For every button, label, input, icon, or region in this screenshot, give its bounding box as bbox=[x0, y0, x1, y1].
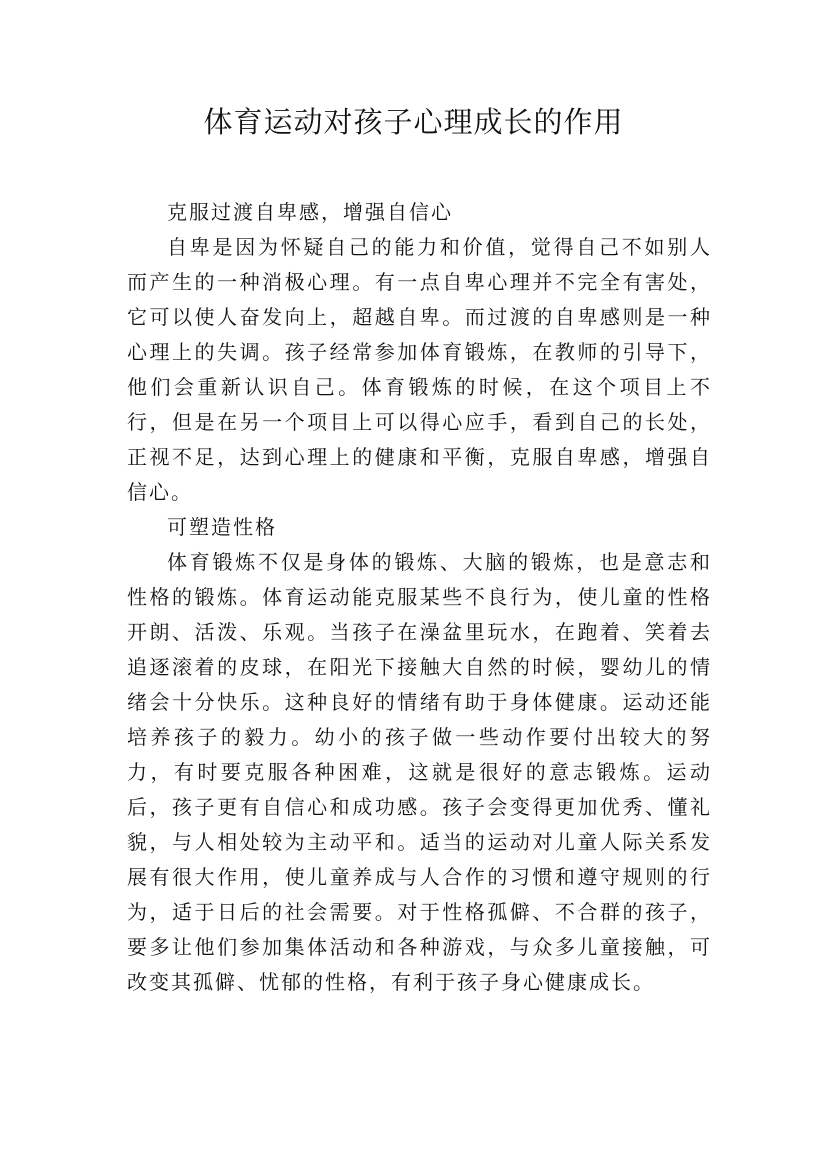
section-heading-confidence: 克服过渡自卑感，增强自信心 bbox=[167, 200, 453, 224]
section-heading-personality: 可塑造性格 bbox=[167, 515, 277, 539]
document-body bbox=[127, 195, 712, 1000]
section-paragraph-confidence: 自卑是因为怀疑自己的能力和价值，觉得自己不如别人而产生的一种消极心理。有一点自卑心理并不完全有害处，它可以使人奋发向上，超越自卑。而过渡的自卑感则是一种心理上的失调。孩子经常参加体育锻炼，在教师的引导下，他们会重新认识自己。体育锻炼的时候，在这个项目上不行，但是在另一个项目上可以得心应手，看到自己的长处，正视不足，达到心理上的健康和平衡，克服自卑感，增强自信心。 bbox=[127, 235, 712, 504]
section-paragraph-personality: 体育锻炼不仅是身体的锻炼、大脑的锻炼，也是意志和性格的锻炼。体育运动能克服某些不良行为，使儿童的性格开朗、活泼、乐观。当孩子在澡盆里玩水，在跑着、笑着去追逐滚着的皮球，在阳光下接触大自然的时候，婴幼儿的情绪会十分快乐。这种良好的情绪有助于身体健康。运动还能培养孩子的毅力。幼小的孩子做一些动作要付出较大的努力，有时要克服各种困难，这就是很好的意志锻炼。运动后，孩子更有自信心和成功感。孩子会变得更加优秀、懂礼貌，与人相处较为主动平和。适当的运动对儿童人际关系发展有很大作用，使儿童养成与人合作的习惯和遵守规则的行为，适于日后的社会需要。对于性格孤僻、不合群的孩子，要多让他们参加集体活动和各种游戏，与众多儿童接触，可改变其孤僻、忧郁的性格，有利于孩子身心健康成长。 bbox=[127, 550, 712, 994]
document-title: 体育运动对孩子心理成长的作用 bbox=[203, 105, 624, 139]
